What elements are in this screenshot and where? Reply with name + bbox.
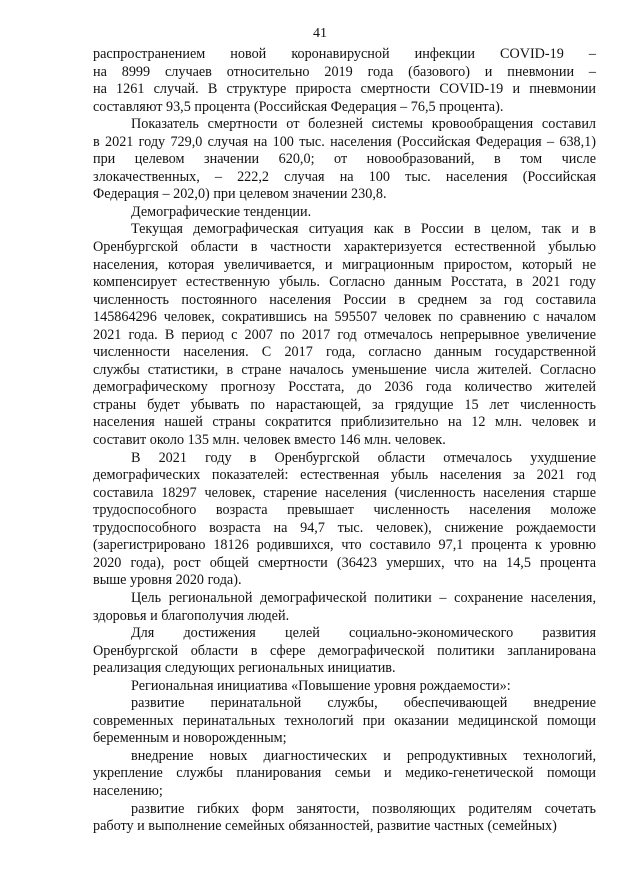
text-line: здоровья и благополучия людей. (93, 607, 290, 624)
text-line: Оренбургской области в сфере демографической политики запланирована (93, 642, 596, 659)
paragraph (93, 116, 596, 204)
text-line: составила 18297 человек, старение населения (численность населения старше (93, 484, 596, 501)
text-line: численность постоянного населения России в среднем за год составила (93, 291, 596, 308)
document-body (93, 46, 596, 836)
paragraph (93, 695, 596, 748)
text-line: В 2021 году в Оренбургской области отмечалось ухудшение (131, 449, 596, 466)
text-line: на 8999 случаев относительно 2019 года (базового) и пневмонии – (93, 63, 596, 80)
text-line: Региональная инициатива «Повышение уровня рождаемости»: (131, 677, 511, 694)
text-line: Демографические тенденции. (131, 203, 312, 220)
paragraph (93, 678, 596, 696)
text-line: демографических показателей: естественная убыль населения за 2021 год (93, 467, 596, 484)
text-line: в 2021 году 729,0 случая на 100 тыс. населения (Российская Федерация – 638,1) (93, 133, 596, 150)
text-line: Цель региональной демографической политики – сохранение населения, (131, 589, 596, 606)
text-line: злокачественных, – 222,2 случая на 100 тыс. населения (Российская (93, 168, 596, 185)
text-line: численности населения. С 2017 года, согласно данным государственной (93, 344, 596, 361)
text-line: компенсирует естественную убыль. Согласно данным Росстата, в 2021 году (93, 274, 596, 291)
text-line: Текущая демографическая ситуация как в России в целом, так и в (131, 221, 596, 238)
text-line: трудоспособного возраста превышает численность населения моложе (93, 502, 596, 519)
paragraph (93, 748, 596, 801)
paragraph (93, 204, 596, 222)
paragraph (93, 221, 596, 449)
text-line: Федерация – 202,0) при целевом значении 230,8. (93, 186, 387, 203)
text-line: 145864296 человек, сократившись на 595507 человек по сравнению с началом (93, 309, 596, 326)
text-line: внедрение новых диагностических и репродуктивных технологий, (131, 747, 596, 764)
text-line: страны будет убывать по нарастающей, за грядущие 15 лет численность (93, 396, 596, 413)
text-line: современных перинатальных технологий при оказании медицинской помощи (93, 712, 596, 729)
page-number: 41 (313, 26, 327, 41)
text-line: реализация следующих региональных инициатив. (93, 660, 396, 677)
paragraph (93, 46, 596, 116)
text-line: 2020 года), рост общей смертности (36423 умерших, что на 14,5 процента (93, 554, 596, 571)
text-line: распространением новой коронавирусной инфекции COVID-19 – (93, 46, 596, 62)
text-line: составит около 135 млн. человек вместо 146 млн. человек. (93, 432, 446, 449)
text-line: на 1261 случай. В структуре прироста смертности COVID-19 и пневмонии (93, 81, 596, 98)
text-line: населения, которая увеличивается, и миграционным приростом, который не (93, 256, 596, 273)
text-line: работу и выполнение семейных обязанностей, развитие частных (семейных) (93, 818, 557, 835)
text-line: демографическому прогнозу Росстата, до 2036 года количество жителей (93, 379, 596, 396)
paragraph (93, 590, 596, 625)
text-line: развитие гибких форм занятости, позволяющих родителям сочетать (131, 800, 596, 817)
text-line: Оренбургской области в частности характеризуется естественной убылью (93, 239, 596, 256)
text-line: трудоспособного возраста на 94,7 тыс. человек), снижение рождаемости (93, 519, 596, 536)
text-line: Показатель смертности от болезней системы кровообращения составил (131, 116, 596, 133)
text-line: населения нашей страны сократится приблизительно на 12 млн. человек и (93, 414, 596, 431)
text-line: 2021 года. В период с 2007 по 2017 год отмечалось непрерывное увеличение (93, 326, 596, 343)
text-line: (зарегистрировано 18126 родившихся, что составило 97,1 процента к уровню (93, 537, 596, 554)
text-line: населению; (93, 782, 163, 799)
paragraph (93, 801, 596, 836)
text-line: выше уровня 2020 года). (93, 572, 242, 589)
text-line: при целевом значении 620,0; от новообразований, в том числе (93, 151, 596, 168)
paragraph (93, 625, 596, 678)
text-line: развитие перинатальной службы, обеспечивающей внедрение (131, 695, 596, 712)
paragraph (93, 450, 596, 590)
text-line: составляют 93,5 процента (Российская Федерация – 76,5 процента). (93, 98, 504, 115)
text-line: беременным и новорожденным; (93, 730, 287, 747)
text-line: Для достижения целей социально-экономического развития (131, 625, 596, 642)
text-line: службы статистики, в стране началось уменьшение числа жителей. Согласно (93, 361, 596, 378)
text-line: укрепление службы планирования семьи и медико-генетической помощи (93, 765, 596, 782)
